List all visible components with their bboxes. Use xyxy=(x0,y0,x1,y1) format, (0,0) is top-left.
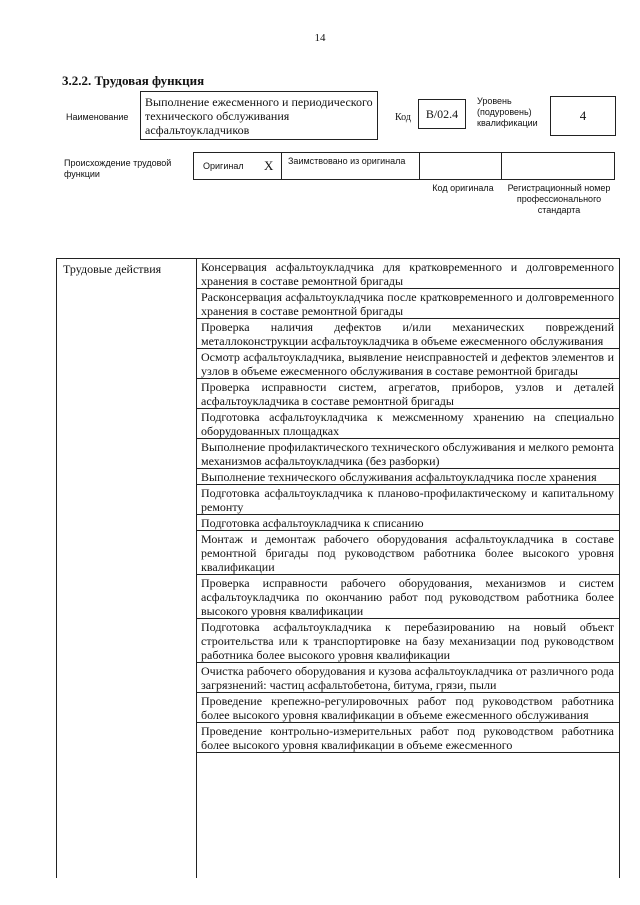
origin-borrowed-cell xyxy=(281,153,419,179)
section-title: 3.2.2. Трудовая функция xyxy=(62,73,205,88)
action-row: Расконсервация асфальтоукладчика после кратковременного и долговременного хранения в составе ремонтной бригады xyxy=(197,289,619,319)
code-label: Код xyxy=(395,112,411,123)
action-row: Монтаж и демонтаж рабочего оборудования асфальтоукладчика в составе ремонтной бригады под руководством работника более высокого уровня квалификации xyxy=(197,531,619,575)
function-code: B/02.4 xyxy=(418,99,466,129)
action-row: Выполнение профилактического технического обслуживания и мелкого ремонта механизмов асфальтоукладчика (без разборки) xyxy=(197,439,619,469)
action-row: Осмотр асфальтоукладчика, выявление неисправностей и дефектов элементов и узлов в объеме ежесменного обслуживания в составе ремонтной бригады xyxy=(197,349,619,379)
origin-original-cell xyxy=(193,153,281,179)
origin-original-label: Оригинал xyxy=(203,161,244,171)
action-row: Проведение контрольно-измерительных работ под руководством работника более высокого уровня квалификации в объеме ежесменного xyxy=(197,723,619,753)
origin-reg-cell xyxy=(501,153,615,179)
action-row: Проверка исправности систем, агрегатов, приборов, узлов и деталей асфальтоукладчика в составе ремонтной бригады xyxy=(197,379,619,409)
origin-row xyxy=(193,152,615,180)
name-label: Наименование xyxy=(66,112,129,122)
qualification-level: 4 xyxy=(550,96,616,136)
action-row: Подготовка асфальтоукладчика к списанию xyxy=(197,515,619,531)
actions-label: Трудовые действия xyxy=(57,259,197,878)
actions-list xyxy=(197,259,619,753)
code-original-label: Код оригинала xyxy=(432,183,494,193)
page-number: 14 xyxy=(314,32,326,44)
action-row: Проверка исправности рабочего оборудования, механизмов и систем асфальтоукладчика по окончанию работ под руководством работника более высокого уровня квалификации xyxy=(197,575,619,619)
action-row: Очистка рабочего оборудования и кузова асфальтоукладчика от различного рода загрязнений: частиц асфальтобетона, битума, грязи, пыли xyxy=(197,663,619,693)
action-row: Проведение крепежно-регулировочных работ под руководством работника более высокого уровня квалификации в объеме ежесменного обслуживания xyxy=(197,693,619,723)
action-row: Подготовка асфальтоукладчика к планово-профилактическому и капитальному ремонту xyxy=(197,485,619,515)
origin-label: Происхождение трудовой функции xyxy=(64,158,172,179)
level-label: Уровень (подуровень) квалификации xyxy=(477,96,538,128)
origin-mark: X xyxy=(264,158,274,173)
action-row: Проверка наличия дефектов и/или механических повреждений металлоконструкции асфальтоукладчика в объеме ежесменного обслуживания xyxy=(197,319,619,349)
action-row: Выполнение технического обслуживания асфальтоукладчика после хранения xyxy=(197,469,619,485)
function-name: Выполнение ежесменного и периодического технического обслуживания асфальтоукладчиков xyxy=(140,91,378,140)
action-row: Консервация асфальтоукладчика для кратковременного и долговременного хранения в составе ремонтной бригады xyxy=(197,259,619,289)
reg-number-label: Регистрационный номер профессионального стандарта xyxy=(507,183,611,215)
labor-actions-table xyxy=(56,258,620,878)
origin-borrowed-label: Заимствовано из оригинала xyxy=(288,156,406,166)
action-row: Подготовка асфальтоукладчика к перебазированию на новый объект строительства или к транспортировке на базу механизации под руководством работника более высокого уровня квалификации xyxy=(197,619,619,663)
origin-code-cell xyxy=(419,153,501,179)
action-row: Подготовка асфальтоукладчика к межсменному хранению на специально оборудованных площадках xyxy=(197,409,619,439)
